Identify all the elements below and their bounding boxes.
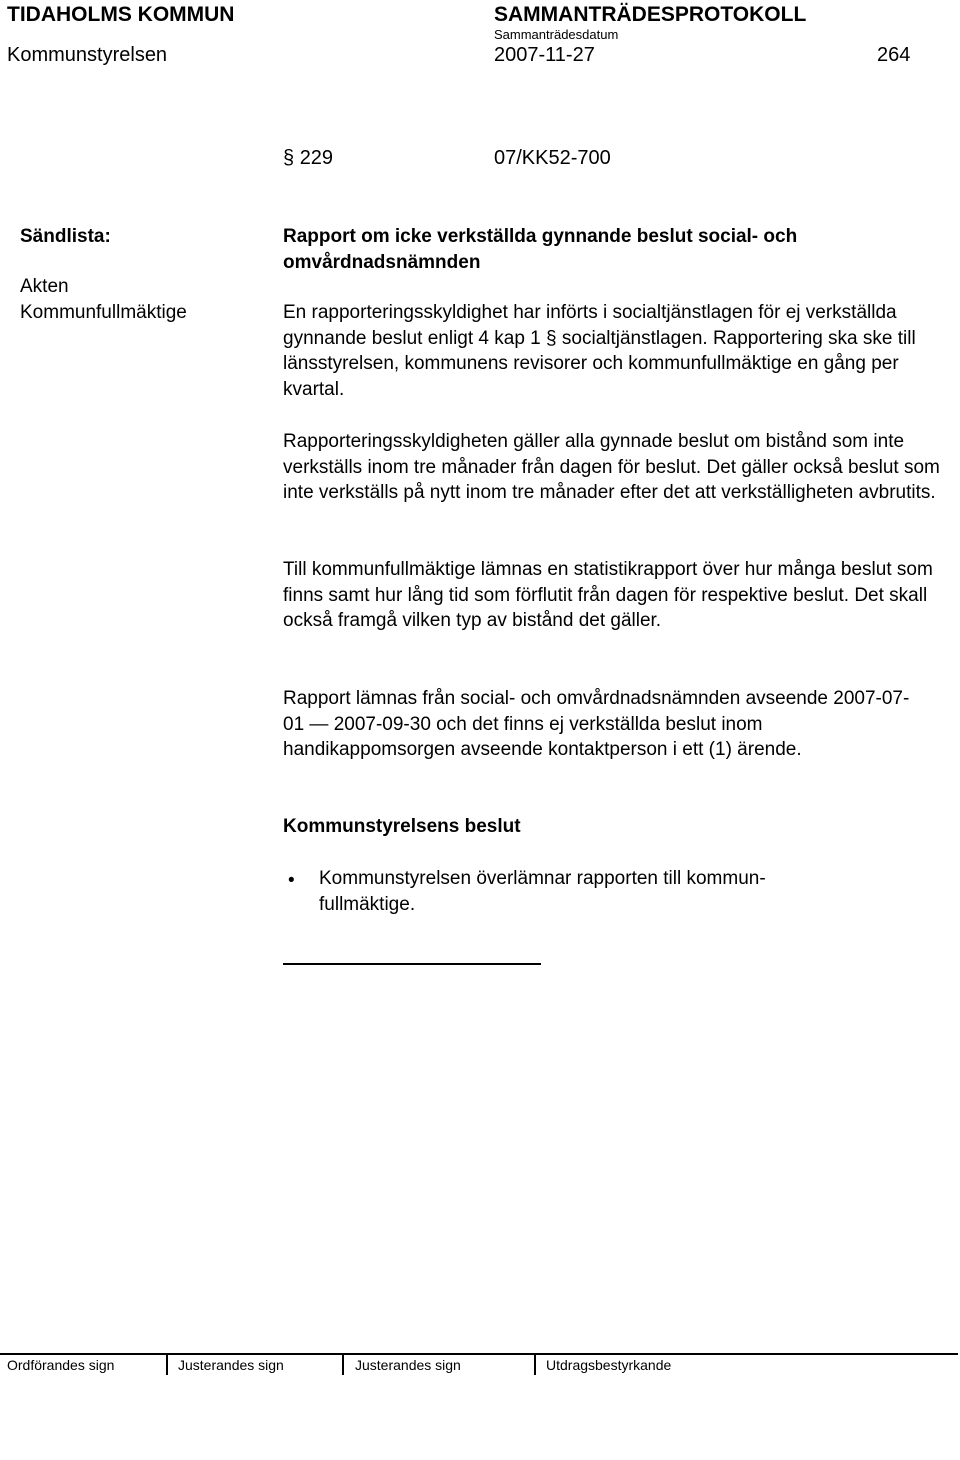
paragraph-4	[283, 686, 923, 763]
paragraph-4-text: Rapport lämnas från social- och omvårdnadsnämnden avseende 2007-07-01 — 2007-09-30 och det finns ej verkställda beslut inom handikappomsorgen avseende kontaktperson i ett (1) ärende.	[283, 688, 910, 761]
signature-rule	[283, 963, 541, 965]
paragraph-number-value: 229	[299, 147, 334, 169]
item-title: Rapport om icke verkställda gynnande beslut social- och omvårdnadsnämnden	[283, 226, 798, 273]
section-symbol: §	[283, 147, 295, 169]
decision-item-line-2: fullmäktige.	[319, 894, 416, 915]
org-name: TIDAHOLMS KOMMUN	[7, 3, 235, 26]
extract-certifier-field: Utdragsbestyrkande	[546, 1357, 672, 1373]
document-type: SAMMANTRÄDESPROTOKOLL	[494, 3, 807, 26]
meeting-date: 2007-11-27	[494, 44, 595, 66]
paragraph-1-end: socialtjänstlagen. Rapportering ska ske till länsstyrelsen, kommunens revisorer och kommunfullmäktige en gång per kvartal.	[283, 327, 916, 401]
paragraph-3	[283, 557, 943, 634]
section-symbol-inline: §	[546, 327, 557, 349]
case-reference: 07/KK52-700	[494, 147, 611, 169]
page-number: 264	[877, 44, 911, 66]
paragraph-2-text: Rapporteringsskyldigheten gäller alla gynnade beslut om bistånd som inte verkställs inom tre månader från dagen för beslut. Det gäller också beslut som inte verkställs på nytt inom tre månader efter det att verkställigheten avbrutits.	[283, 431, 940, 504]
distribution-recipient: Kommunfullmäktige	[20, 302, 187, 323]
footer-divider	[534, 1353, 536, 1375]
distribution-list-label: Sändlista:	[20, 226, 111, 247]
paragraph-3-text: Till kommunfullmäktige lämnas en statistikrapport över hur många beslut som finns samt hur lång tid som förflutit från dagen för respektive beslut. Det skall också framgå vilken typ av bistånd det gäller.	[283, 559, 933, 632]
paragraph-1-start: En rapporteringsskyldighet har införts i socialtjänstlagen för ej verkställda gynnande beslut enligt 4 kap 1	[283, 302, 897, 349]
bullet-icon: •	[288, 870, 295, 891]
distribution-recipient: Akten	[20, 276, 69, 297]
footer-rule	[0, 1353, 958, 1355]
decision-item-line-1: Kommunstyrelsen överlämnar rapporten till kommun-	[319, 868, 766, 889]
adjuster-signature-field-1: Justerandes sign	[178, 1357, 284, 1373]
committee-name: Kommunstyrelsen	[7, 44, 168, 66]
meeting-date-label: Sammanträdesdatum	[494, 27, 619, 42]
adjuster-signature-field-2: Justerandes sign	[355, 1357, 461, 1373]
paragraph-1	[283, 300, 943, 403]
footer-divider	[342, 1353, 344, 1375]
decision-heading: Kommunstyrelsens beslut	[283, 816, 521, 837]
paragraph-number	[283, 147, 333, 170]
paragraph-2	[283, 429, 943, 506]
footer-divider	[166, 1353, 168, 1375]
chair-signature-field: Ordförandes sign	[7, 1357, 115, 1373]
